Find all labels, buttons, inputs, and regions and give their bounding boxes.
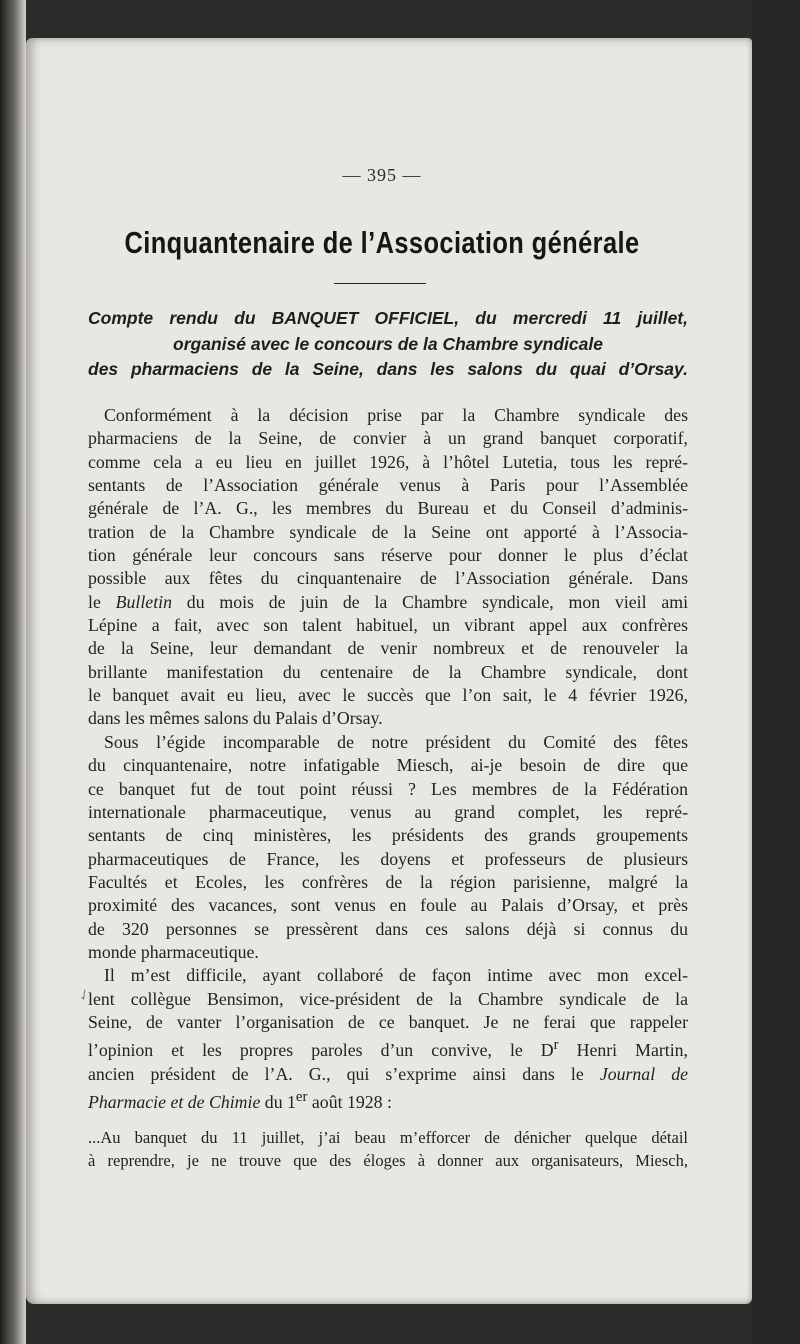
quote-block	[88, 1126, 688, 1172]
body-line: Seine, de vanter l’organisation de ce banquet. Je ne ferai que rappeler	[88, 1011, 688, 1032]
body-line: comme cela a eu lieu en juillet 1926, à l’hôtel Lutetia, tous les repré-	[88, 451, 688, 472]
body-word: du 1	[264, 1091, 296, 1112]
body-line: tion générale leur concours sans réserve pour donner le plus d’éclat	[88, 545, 688, 566]
body-line	[88, 591, 688, 614]
body-word: août 1928 :	[311, 1091, 392, 1112]
body-line: monde pharmaceutique.	[88, 941, 259, 962]
body-line	[88, 1034, 688, 1062]
body-line: internationale pharmaceutique, venus au grand complet, les repré-	[88, 801, 688, 822]
scan-background	[752, 0, 800, 1344]
body-line: du cinquantenaire, notre infatigable Miesch, ai-je besoin de dire que	[88, 755, 688, 776]
body-line: Conformément à la décision prise par la Chambre syndicale des	[104, 405, 688, 425]
article-body	[88, 404, 688, 1114]
body-word: Henri Martin,	[576, 1040, 688, 1061]
page-title: Cinquantenaire de l’Association générale	[124, 225, 640, 260]
journal-title: Journal de	[599, 1063, 689, 1084]
body-line: tration de la Chambre syndicale de la Seine ont apporté à l’Associa-	[88, 521, 688, 542]
body-line	[88, 1086, 688, 1114]
body-line: Lépine a fait, avec son talent habituel, un vibrant appel aux confrères	[88, 615, 688, 636]
superscript: er	[295, 1088, 308, 1105]
subtitle-line: Compte rendu du BANQUET OFFICIEL, du mercredi 11 juillet,	[88, 308, 688, 328]
bulletin-title: Bulletin	[115, 591, 172, 612]
body-line: générale de l’A. G., les membres du Bureau et du Conseil d’adminis-	[88, 498, 688, 519]
body-line: pharmaceutiques de France, les doyens et professeurs de plusieurs	[88, 848, 688, 869]
body-line	[88, 1063, 688, 1086]
subtitle-line: des pharmaciens de la Seine, dans les salons du quai d’Orsay.	[88, 359, 688, 379]
body-line: le banquet avait eu lieu, avec le succès que l’on sait, le 4 février 1926,	[88, 685, 688, 706]
body-line: sentants de l’Association générale venus à Paris pour l’Assemblée	[88, 475, 688, 496]
body-line: ce banquet fut de tout point réussi ? Les membres de la Fédération	[88, 778, 688, 799]
body-line: de 320 personnes se pressèrent dans ces salons déjà si connus du	[88, 918, 688, 939]
quote-line: ...Au banquet du 11 juillet, j’ai beau m’efforcer de dénicher quelque détail	[88, 1128, 688, 1147]
body-line: Il m’est difficile, ayant collaboré de façon intime avec mon excel-	[104, 965, 688, 986]
body-line: Sous l’égide incomparable de notre président du Comité des fêtes	[104, 731, 688, 752]
body-line: sentants de cinq ministères, les présidents des grands groupements	[88, 825, 688, 846]
body-word: ancien président de l’A. G., qui s’exprime ainsi dans le	[88, 1063, 584, 1084]
body-word: du mois de juin de la Chambre syndicale, mon vieil ami	[186, 591, 689, 612]
book-page	[26, 38, 752, 1304]
body-line: dans les mêmes salons du Palais d’Orsay.	[88, 708, 383, 729]
body-line: brillante manifestation du centenaire de la Chambre syndicale, dont	[88, 661, 688, 682]
body-line: possible aux fêtes du cinquantenaire de l’Association générale. Dans	[88, 568, 688, 589]
subtitle-line: organisé avec le concours de la Chambre syndicale	[173, 333, 603, 354]
body-word: le	[88, 591, 101, 612]
body-line: proximité des vacances, sont venus en foule au Palais d’Orsay, et près	[88, 895, 688, 916]
pencil-check-mark-icon: ✓	[74, 984, 95, 1006]
subtitle	[88, 306, 688, 383]
body-line: de la Seine, leur demandant de venir nombreux et de renouveler la	[88, 638, 688, 659]
body-word: l’opinion et les propres paroles d’un convive, le D	[88, 1040, 554, 1061]
body-line: lent collègue Bensimon, vice-président de la Chambre syndicale de la	[88, 988, 688, 1009]
book-spine-edge	[0, 0, 26, 1344]
page-number: — 395 —	[342, 165, 422, 185]
superscript: r	[553, 1037, 559, 1054]
title-divider	[334, 283, 426, 284]
body-line: pharmaciens de la Seine, de convier à un grand banquet corporatif,	[88, 428, 688, 449]
body-line: Facultés et Ecoles, les confrères de la région parisienne, malgré la	[88, 871, 688, 892]
journal-title: Pharmacie et de Chimie	[88, 1091, 261, 1112]
quote-line: à reprendre, je ne trouve que des éloges à donner aux organisateurs, Miesch,	[88, 1151, 688, 1170]
